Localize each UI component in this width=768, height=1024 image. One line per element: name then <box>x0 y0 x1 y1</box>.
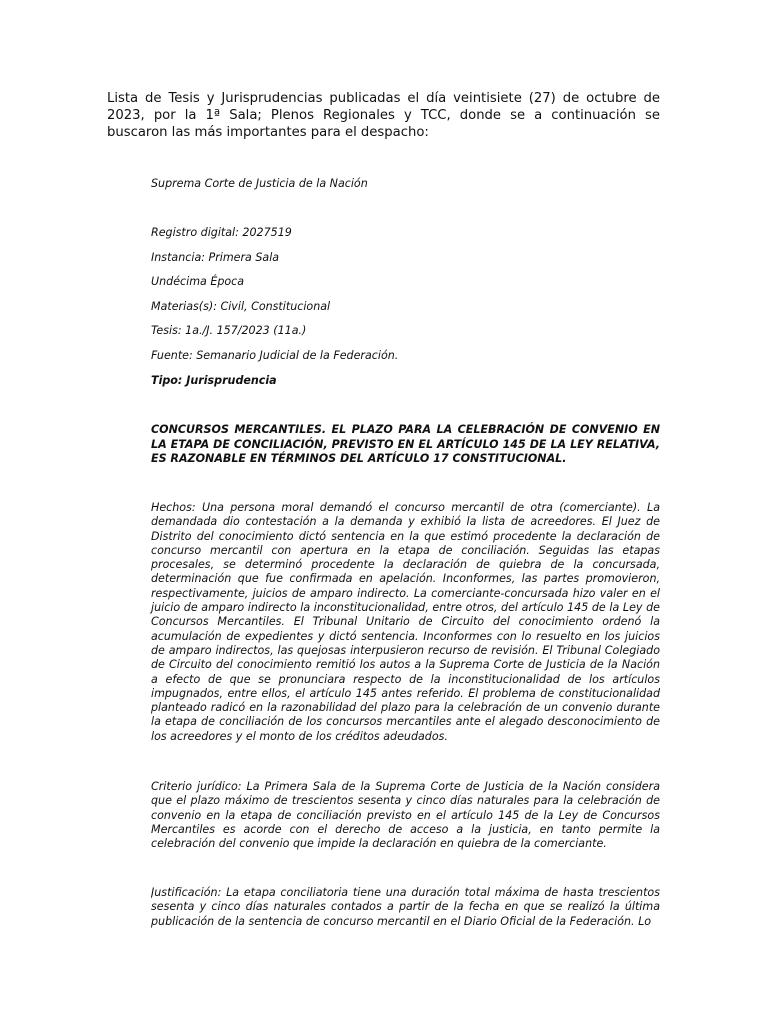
registro-digital: Registro digital: 2027519 <box>151 226 292 239</box>
instancia: Instancia: Primera Sala <box>151 251 280 264</box>
intro-paragraph: Lista de Tesis y Jurisprudencias publicadas el día veintisiete (27) de octubre de 2023, por la 1ª Sala; Plenos Regionales y TCC, donde se a continuación se buscaron las más importantes para el despacho: <box>107 91 660 140</box>
justificacion-paragraph: Justificación: La etapa conciliatoria tiene una duración total máxima de hasta trescientos sesenta y cinco días naturales contados a partir de la fecha en que se realizó la última publicación de la sentencia de concurso mercantil en el Diario Oficial de la Federación. Lo <box>151 886 660 928</box>
epoca: Undécima Época <box>151 275 245 288</box>
hechos-paragraph: Hechos: Una persona moral demandó el concurso mercantil de otra (comerciante). La demandada dio contestación a la demanda y exhibió la lista de acreedores. El Juez de Distrito del conocimiento dictó sentencia en la que estimó procedente la declaración de concurso mercantil con apertura en la etapa de conciliación. Seguidas las etapas procesales, se determinó procedente la declaración de quiebra de la concursada, determinación que fue confirmada en apelación. Inconformes, las partes promovieron, respectivamente, juicios de amparo indirecto. La comerciante-concursada hizo valer en el juicio de amparo indirecto la inconstitucionalidad, entre otros, del artículo 145 de la Ley de Concursos Mercantiles. El Tribunal Unitario de Circuito del conocimiento ordenó la acumulación de expedientes y dictó sentencia. Inconformes con lo resuelto en los juicios de amparo indirectos, las quejosas interpusieron recurso de revisión. El Tribunal Colegiado de Circuito del conocimiento remitió los autos a la Suprema Corte de Justicia de la Nación a efecto de que se pronunciara respecto de la inconstitucionalidad de los artículos impugnados, entre ellos, el artículo 145 antes referido. El problema de constitucionalidad planteado radicó en la razonabilidad del plazo para la celebración de un convenio durante la etapa de conciliación de los concursos mercantiles ante el alegado desconocimiento de los acreedores y el monto de los créditos adeudados. <box>151 501 660 743</box>
thesis-title: CONCURSOS MERCANTILES. EL PLAZO PARA LA CELEBRACIÓN DE CONVENIO EN LA ETAPA DE CONCILIACIÓN, PREVISTO EN EL ARTÍCULO 145 DE LA LEY RELATIVA, ES RAZONABLE EN TÉRMINOS DEL ARTÍCULO 17 CONSTITUCIONAL. <box>151 423 660 465</box>
materias: Materias(s): Civil, Constitucional <box>151 300 331 313</box>
tesis-number: Tesis: 1a./J. 157/2023 (11a.) <box>151 324 307 337</box>
criterio-paragraph: Criterio jurídico: La Primera Sala de la Suprema Corte de Justicia de la Nación considera que el plazo máximo de trescientos sesenta y cinco días naturales para la celebración de convenio en la etapa de conciliación previsto en el artículo 145 de la Ley de Concursos Mercantiles es acorde con el derecho de acceso a la justicia, en tanto permite la celebración del convenio que impide la declaración en quiebra de la comerciante. <box>151 780 660 851</box>
fuente: Fuente: Semanario Judicial de la Federación. <box>151 349 399 362</box>
tipo: Tipo: Jurisprudencia <box>151 374 277 387</box>
court-name: Suprema Corte de Justicia de la Nación <box>151 177 368 190</box>
